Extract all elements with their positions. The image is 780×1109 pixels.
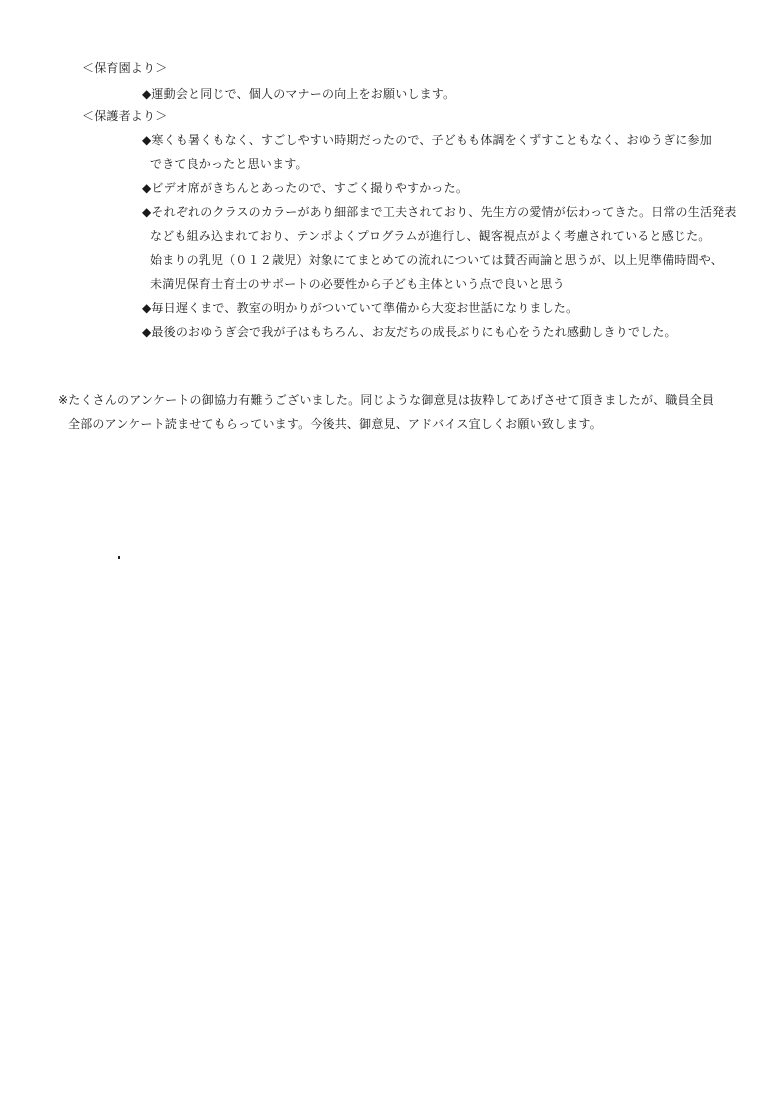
parent-comment-3-line-3: 始まりの乳児（０１２歳児）対象にてまとめての流れについては賛否両論と思うが、以上児準備時間や、 bbox=[150, 253, 723, 267]
parent-comment-2: ◆ビデオ席がきちんとあったので、すごく撮りやすかった。 bbox=[142, 181, 469, 195]
parent-comment-5: ◆最後のおゆうぎ会で我が子はもちろん、お友だちの成長ぶりにも心をうたれ感動しきりでした。 bbox=[142, 325, 677, 339]
parent-comment-3-line-2: なども組み込まれており、テンポよくプログラムが進行し、観客視点がよく考慮されていると感じた。 bbox=[150, 229, 711, 243]
parent-comment-3-line-4: 未満児保育士育士のサポートの必要性から子ども主体という点で良いと思う bbox=[150, 277, 565, 291]
parent-comment-1-line-2: できて良かったと思います。 bbox=[150, 157, 308, 171]
nursery-comment: ◆運動会と同じで、個人のマナーの向上をお願いします。 bbox=[142, 87, 456, 101]
closing-note-line-1: ※たくさんのアンケートの御協力有難うございました。同じような御意見は抜粋してあげさせて頂きましたが、職員全員 bbox=[58, 393, 715, 407]
parent-comment-4: ◆毎日遅くまで、教室の明かりがついていて準備から大変お世話になりました。 bbox=[142, 301, 579, 315]
parent-comment-1-line-1: ◆寒くも暑くもなく、すごしやすい時期だったので、子どもも体調をくずすこともなく、おゆうぎに参加 bbox=[142, 133, 712, 147]
parent-comment-3-line-1: ◆それぞれのクラスのカラーがあり細部まで工夫されており、先生方の愛情が伝わってきた。日常の生活発表 bbox=[142, 205, 737, 219]
scan-speck bbox=[118, 556, 120, 559]
closing-note-line-2: 全部のアンケート読ませてもらっています。今後共、御意見、アドバイス宜しくお願い致します。 bbox=[68, 417, 602, 431]
nursery-header: ＜保育園より＞ bbox=[82, 61, 168, 75]
parents-header: ＜保護者より＞ bbox=[82, 109, 168, 123]
